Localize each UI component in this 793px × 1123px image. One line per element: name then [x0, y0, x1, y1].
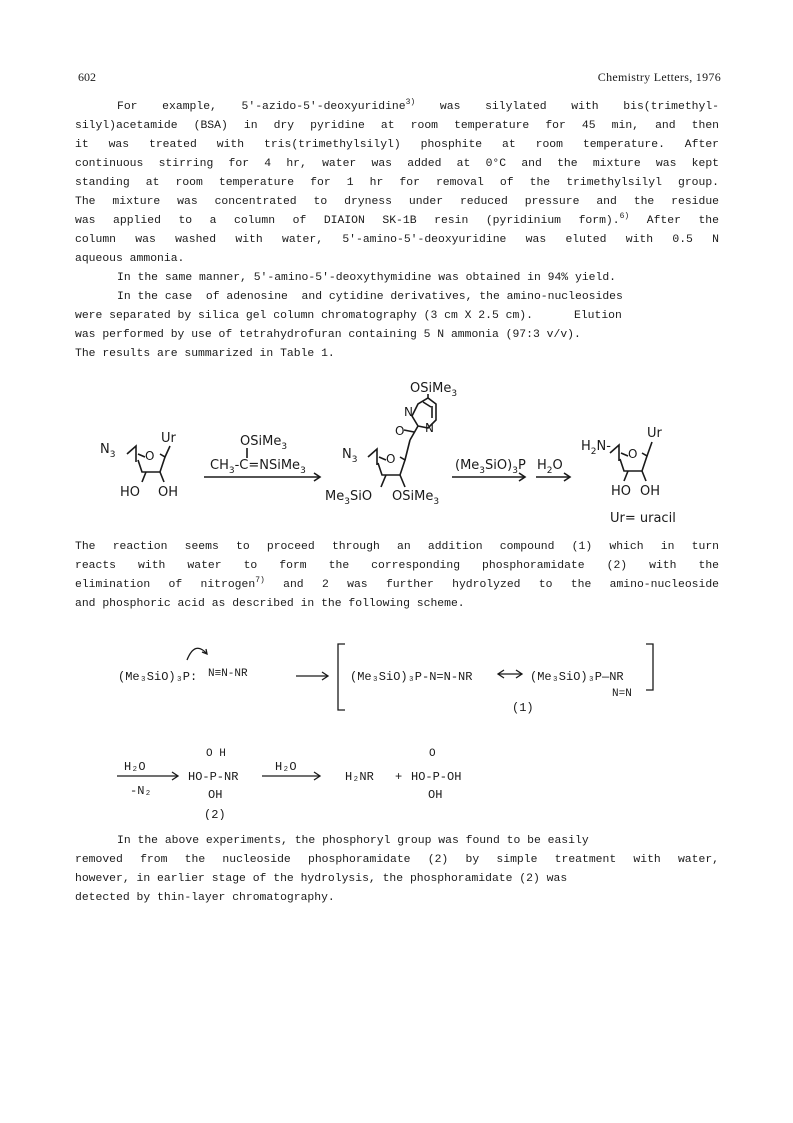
phosphite-reagent: $(Me_3SiO)_3P$ — [455, 458, 526, 476]
compound-label-1: (1) — [512, 701, 534, 715]
amine-product: H₂NR — [345, 770, 374, 784]
para4-line-4: detected by thin-layer chromatography. — [75, 892, 335, 904]
svg-text:HO: HO — [611, 484, 632, 499]
svg-text:H₂O: H₂O — [275, 760, 297, 774]
paragraph-4 — [75, 832, 719, 908]
reference-3: 3) — [405, 98, 416, 107]
hydroxyl-label-2: OH — [158, 485, 179, 500]
para3-line-1: The reaction seems to proceed through an addition compound (1) which in turn — [75, 541, 719, 553]
water-reagent: $H_2O$ — [537, 458, 563, 476]
svg-text:N=N: N=N — [612, 688, 632, 700]
para3-line-2: reacts with water to form the corresponding phosphoramidate (2) with the — [75, 560, 719, 572]
para1-line-8: column was washed with water, 5'-amino-5'-deoxyuridine was eluted with 0.5 N — [75, 234, 719, 246]
svg-text:H₂O: H₂O — [124, 760, 146, 774]
svg-text:O: O — [386, 452, 396, 466]
paragraph-1 — [75, 98, 719, 269]
para1-line-6: The mixture was concentrated to dryness under reduced pressure and the residue — [75, 196, 719, 208]
reaction-scheme-1 — [0, 370, 793, 530]
uracil-label-1: Ur — [161, 431, 176, 446]
reference-6: 6) — [619, 212, 630, 221]
paragraph-3 — [75, 538, 719, 614]
para3-line-3: elimination of nitrogen$^{7)}$ and 2 was further hydrolyzed to the amino-nucleoside — [75, 576, 719, 591]
para2-line-5: The results are summarized in Table 1. — [75, 348, 335, 360]
para2-line-1: In the same manner, 5'-amino-5'-deoxythymidine was obtained in 94% yield. — [117, 272, 616, 284]
svg-text:OSiMe3: OSiMe$_3$ — [392, 489, 440, 507]
hydroxyl-label-1: HO — [120, 485, 141, 500]
para3-line-4: and phosphoric acid as described in the following scheme. — [75, 598, 465, 610]
para2-line-3: were separated by silica gel column chromatography (3 cm X 2.5 cm). Elution — [75, 310, 622, 322]
para4-line-2: removed from the nucleoside phosphoramidate (2) by simple treatment with water, — [75, 854, 719, 866]
para2-line-4: was performed by use of tetrahydrofuran containing 5 N ammonia (97:3 v/v). — [75, 329, 581, 341]
intermediate-open: (Me₃SiO)₃P-N=N-NR — [350, 670, 473, 684]
svg-text:OH: OH — [428, 788, 443, 802]
svg-text:OSiMe3: OSiMe$_3$ — [410, 381, 458, 399]
svg-text:O: O — [429, 748, 436, 760]
uracil-label-2: Ur — [647, 426, 662, 441]
svg-text:OH: OH — [208, 788, 223, 802]
svg-text:O: O — [628, 447, 638, 461]
paragraph-2 — [75, 269, 719, 364]
compound-label-2: (2) — [204, 808, 226, 820]
para1-line-4: continuous stirring for 4 hr, water was added at 0°C and the mixture was kept — [75, 158, 719, 170]
intermediate-cyclic: (Me₃SiO)₃P—NR — [530, 670, 624, 684]
reagent-osime3: OSiMe$_3$ — [240, 434, 288, 452]
journal-header: Chemistry Letters, 1976 — [597, 70, 721, 84]
para1-line-7: was applied to a column of DIAION SK-1B resin (pyridinium form).$^{6)}$ After the — [75, 212, 719, 227]
para1-line-3: it was treated with tris(trimethylsilyl) phosphite at room temperature. After — [75, 139, 719, 151]
reaction-scheme-2 — [0, 630, 793, 820]
phosphite-reactant: (Me₃SiO)₃P: — [118, 670, 198, 684]
svg-text:OH: OH — [640, 484, 661, 499]
page-number: 602 — [78, 70, 96, 84]
amine-label: $H_2N-$ — [581, 439, 611, 457]
phosphoramidate-2: HO-P-NR — [188, 770, 239, 784]
uracil-definition: Ur= uracil — [610, 511, 676, 526]
azide-reactant: N≡N-NR — [208, 668, 248, 680]
svg-text:O H: O H — [206, 748, 226, 760]
para1-line-2: silyl)acetamide (BSA) in dry pyridine at room temperature for 45 min, and then — [75, 120, 719, 132]
svg-text:+: + — [395, 770, 403, 784]
para2-line-2: In the case of adenosine and cytidine derivatives, the amino-nucleosides — [117, 291, 623, 303]
para4-line-3: however, in earlier stage of the hydrolysis, the phosphoramidate (2) was — [75, 873, 568, 885]
svg-text:O: O — [395, 424, 405, 438]
azide-label: N — [100, 442, 110, 457]
svg-text:Me3SiO: $Me_3SiO$ — [325, 489, 373, 507]
svg-text:N3: $N_3$ — [100, 442, 116, 460]
para1-line-9: aqueous ammonia. — [75, 253, 185, 265]
svg-text:N: N — [404, 405, 413, 419]
para4-line-1: In the above experiments, the phosphoryl group was found to be easily — [117, 835, 589, 847]
svg-text:N3: $N_3$ — [342, 447, 358, 465]
svg-text:O: O — [145, 449, 155, 463]
phosphoric-acid: HO-P-OH — [411, 770, 462, 784]
svg-text:-N₂: -N₂ — [130, 784, 152, 798]
para1-line-5: standing at room temperature for 1 hr for removal of the trimethylsilyl group. — [75, 177, 719, 189]
para1-line-1: For example, 5'-azido-5'-deoxyuridine$^{3)}$ was silylated with bis(trimethyl- — [117, 98, 720, 113]
reagent-bsa: $CH_3-C=NSiMe_3$ — [210, 458, 306, 476]
reference-7: 7) — [255, 576, 265, 585]
svg-text:N: N — [425, 421, 434, 435]
